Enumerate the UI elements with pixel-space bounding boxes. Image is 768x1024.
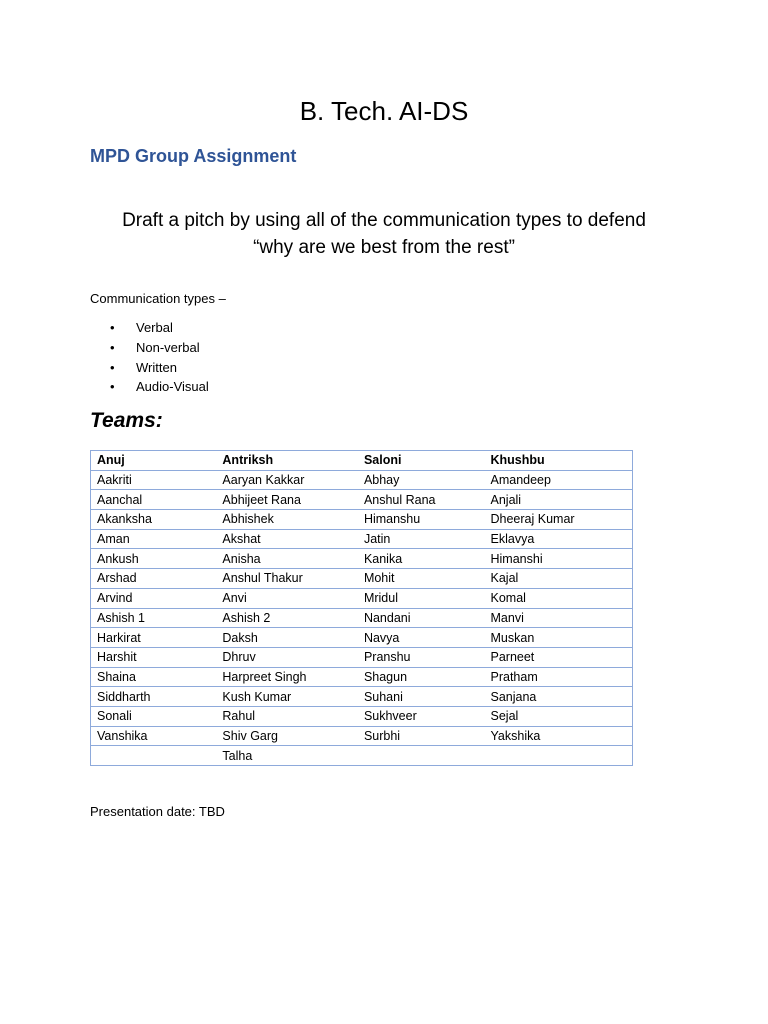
document-subtitle: MPD Group Assignment (90, 146, 297, 166)
table-cell: Ankush (91, 549, 217, 569)
table-cell: Anjali (485, 490, 633, 510)
table-row (91, 549, 633, 569)
table-cell: Kanika (358, 549, 485, 569)
table-cell: Talha (216, 746, 358, 766)
presentation-date: Presentation date: TBD (90, 804, 225, 819)
table-row (91, 569, 633, 589)
table-cell: Mridul (358, 588, 485, 608)
table-cell: Harkirat (91, 628, 217, 648)
table-header-row (91, 451, 633, 471)
communication-types-label: Communication types – (90, 291, 226, 306)
table-cell: Suhani (358, 687, 485, 707)
table-cell: Abhay (358, 470, 485, 490)
table-cell: Akshat (216, 529, 358, 549)
table-cell: Anshul Thakur (216, 569, 358, 589)
table-cell: Anshul Rana (358, 490, 485, 510)
table-cell: Arshad (91, 569, 217, 589)
table-cell: Surbhi (358, 726, 485, 746)
table-row (91, 687, 633, 707)
table-cell: Amandeep (485, 470, 633, 490)
bullet-icon: • (110, 339, 115, 355)
list-item (90, 318, 209, 338)
table-cell (485, 746, 633, 766)
list-item-label: Audio-Visual (136, 379, 209, 395)
table-row (91, 706, 633, 726)
table-row (91, 490, 633, 510)
table-cell: Shiv Garg (216, 726, 358, 746)
team-header-antriksh: Antriksh (216, 451, 358, 471)
prompt-line-2: “why are we best from the rest” (253, 237, 515, 258)
table-cell: Aanchal (91, 490, 217, 510)
table-cell (358, 746, 485, 766)
table-cell: Himanshi (485, 549, 633, 569)
table-cell: Sukhveer (358, 706, 485, 726)
table-cell: Mohit (358, 569, 485, 589)
table-cell: Sejal (485, 706, 633, 726)
table-row (91, 510, 633, 530)
list-item-label: Verbal (136, 320, 173, 335)
table-row (91, 588, 633, 608)
table-cell: Rahul (216, 706, 358, 726)
table-cell: Dhruv (216, 647, 358, 667)
bullet-icon: • (110, 320, 115, 335)
bullet-icon: • (110, 379, 115, 395)
table-cell (91, 746, 217, 766)
table-cell: Arvind (91, 588, 217, 608)
table-cell: Pranshu (358, 647, 485, 667)
table-cell: Abhishek (216, 510, 358, 530)
table-row (91, 667, 633, 687)
list-item-label: Written (136, 359, 177, 375)
team-header-saloni: Saloni (358, 451, 485, 471)
table-cell: Jatin (358, 529, 485, 549)
assignment-prompt (60, 207, 708, 261)
table-cell: Harpreet Singh (216, 667, 358, 687)
table-cell: Muskan (485, 628, 633, 648)
table-cell: Anisha (216, 549, 358, 569)
table-cell: Yakshika (485, 726, 633, 746)
table-cell: Shagun (358, 667, 485, 687)
table-cell: Abhijeet Rana (216, 490, 358, 510)
table-cell: Siddharth (91, 687, 217, 707)
teams-heading: Teams: (90, 409, 163, 432)
table-cell: Parneet (485, 647, 633, 667)
table-cell: Aman (91, 529, 217, 549)
table-row (91, 470, 633, 490)
table-cell: Navya (358, 628, 485, 648)
table-cell: Ashish 2 (216, 608, 358, 628)
table-cell: Komal (485, 588, 633, 608)
table-cell: Anvi (216, 588, 358, 608)
table-row (91, 608, 633, 628)
table-cell: Harshit (91, 647, 217, 667)
table-cell: Aaryan Kakkar (216, 470, 358, 490)
list-item (90, 358, 209, 378)
teams-table-body (91, 470, 633, 765)
table-cell: Sanjana (485, 687, 633, 707)
table-cell: Eklavya (485, 529, 633, 549)
table-cell: Himanshu (358, 510, 485, 530)
list-item (90, 377, 209, 397)
bullet-icon: • (110, 359, 115, 375)
teams-table (90, 450, 633, 766)
table-row (91, 746, 633, 766)
table-cell: Nandani (358, 608, 485, 628)
table-row (91, 647, 633, 667)
table-row (91, 726, 633, 746)
communication-types-list (90, 318, 209, 397)
document-title: B. Tech. AI-DS (299, 96, 469, 126)
table-cell: Daksh (216, 628, 358, 648)
table-cell: Akanksha (91, 510, 217, 530)
table-cell: Pratham (485, 667, 633, 687)
table-cell: Sonali (91, 706, 217, 726)
team-header-khushbu: Khushbu (485, 451, 633, 471)
table-cell: Dheeraj Kumar (485, 510, 633, 530)
table-cell: Kajal (485, 569, 633, 589)
table-cell: Kush Kumar (216, 687, 358, 707)
table-row (91, 529, 633, 549)
table-row (91, 628, 633, 648)
table-cell: Manvi (485, 608, 633, 628)
list-item-label: Non-verbal (136, 339, 200, 355)
table-cell: Ashish 1 (91, 608, 217, 628)
team-header-anuj: Anuj (91, 451, 217, 471)
table-cell: Aakriti (91, 470, 217, 490)
table-cell: Vanshika (91, 726, 217, 746)
prompt-line-1: Draft a pitch by using all of the communication types to defend (122, 210, 646, 231)
list-item (90, 338, 209, 358)
table-cell: Shaina (91, 667, 217, 687)
